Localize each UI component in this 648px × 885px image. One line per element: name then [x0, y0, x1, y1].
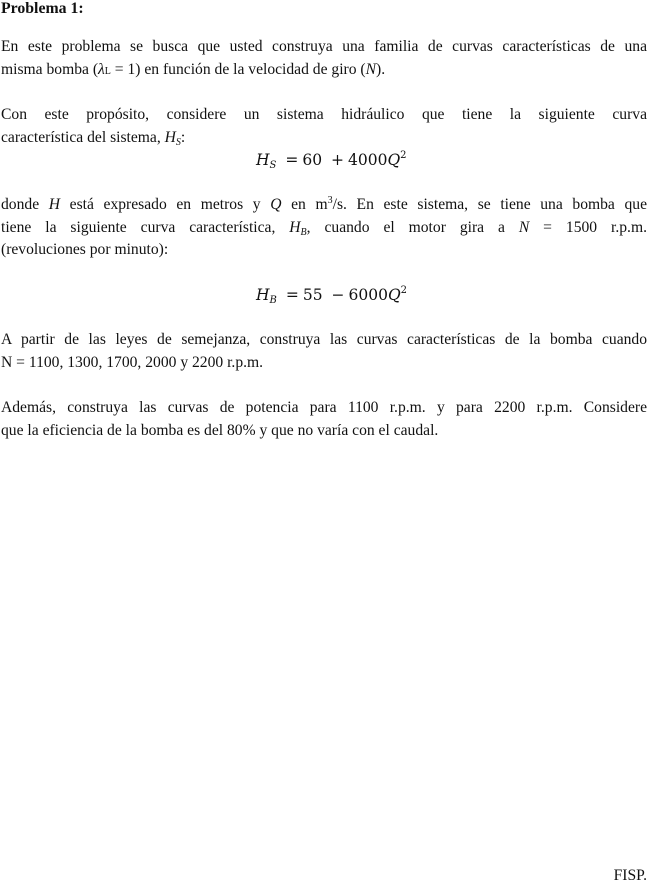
eq1-operator: +	[331, 151, 344, 169]
power-line-2: que la eficiencia de la bomba es del 80% y que no varía con el caudal.	[1, 421, 439, 439]
intro-text-a: misma bomba (	[1, 60, 99, 78]
system-line-2	[1, 127, 647, 150]
eq2-coefficient: 6000	[348, 286, 388, 304]
eq1-lhs-subscript: S	[269, 160, 277, 171]
cubic-superscript: 3	[327, 195, 333, 206]
similarity-line-1: A partir de las leyes de semejanza, construya las curvas características de la bomba cuando	[1, 331, 647, 348]
speed-symbol: N	[365, 60, 377, 78]
pump-line-2	[1, 217, 647, 240]
similarity-paragraph	[1, 329, 647, 374]
system-head-symbol: H	[164, 128, 176, 146]
pump-text-e: tiene la siguiente curva característica,	[1, 218, 290, 236]
eq1-lhs: H	[256, 151, 270, 169]
eq2-exponent: 2	[400, 285, 408, 296]
pump-text-f: , cuando el motor gira a	[306, 218, 519, 236]
pump-text-c: en m	[281, 196, 328, 213]
system-line-1: Con este propósito, considere un sistema hidráulico que tiene la siguiente curva	[1, 106, 647, 123]
problem-heading: Problema 1:	[1, 0, 84, 17]
pump-text-b: está expresado en metros y	[60, 196, 271, 213]
eq1-equals: =	[285, 151, 299, 169]
system-curve-equation	[256, 150, 407, 170]
system-head-subscript: S	[175, 136, 181, 148]
footer-signature: FISP.	[613, 867, 647, 884]
eq1-variable: Q	[387, 151, 401, 169]
system-paragraph	[1, 104, 647, 149]
flow-symbol: Q	[270, 196, 282, 213]
eq2-lhs-subscript: B	[269, 295, 277, 306]
pump-head-symbol: H	[289, 218, 301, 236]
eq2-equals: =	[285, 286, 299, 304]
intro-line-2	[1, 59, 647, 84]
pump-line-1	[1, 194, 647, 217]
intro-line-1: En este problema se busca que usted construya una familia de curvas características de una	[1, 38, 647, 55]
pump-paragraph	[1, 194, 647, 262]
intro-text-b: = 1) en función de la velocidad de giro (	[110, 60, 366, 78]
lambda-subscript: L	[104, 65, 111, 77]
system-text-a: característica del sistema,	[1, 128, 165, 146]
lambda-symbol: λ	[98, 60, 105, 78]
intro-text-c: ).	[376, 60, 386, 78]
system-text-b: :	[180, 128, 186, 146]
eq2-lhs: H	[256, 286, 270, 304]
head-symbol: H	[48, 196, 61, 213]
pump-text-a: donde	[1, 196, 49, 213]
power-paragraph	[1, 397, 647, 442]
pump-speed-symbol: N	[518, 218, 530, 236]
eq1-coefficient: 4000	[348, 151, 388, 169]
eq1-constant: 60	[302, 151, 323, 169]
eq2-variable: Q	[387, 286, 401, 304]
pump-line-3: (revoluciones por minuto):	[1, 241, 169, 258]
pump-curve-equation	[256, 285, 407, 305]
pump-text-d: /s. En este sistema, se tiene una bomba que	[332, 196, 647, 213]
pump-text-g: = 1500 r.p.m.	[529, 218, 647, 236]
eq1-exponent: 2	[400, 150, 407, 161]
eq2-operator: −	[331, 286, 345, 304]
eq2-constant: 55	[302, 286, 323, 304]
power-line-1: Además, construya las curvas de potencia para 1100 r.p.m. y para 2200 r.p.m. Considere	[1, 399, 647, 416]
intro-paragraph	[1, 36, 647, 83]
pump-head-subscript: B	[300, 226, 307, 238]
similarity-line-2: N = 1100, 1300, 1700, 2000 y 2200 r.p.m.	[1, 353, 264, 371]
